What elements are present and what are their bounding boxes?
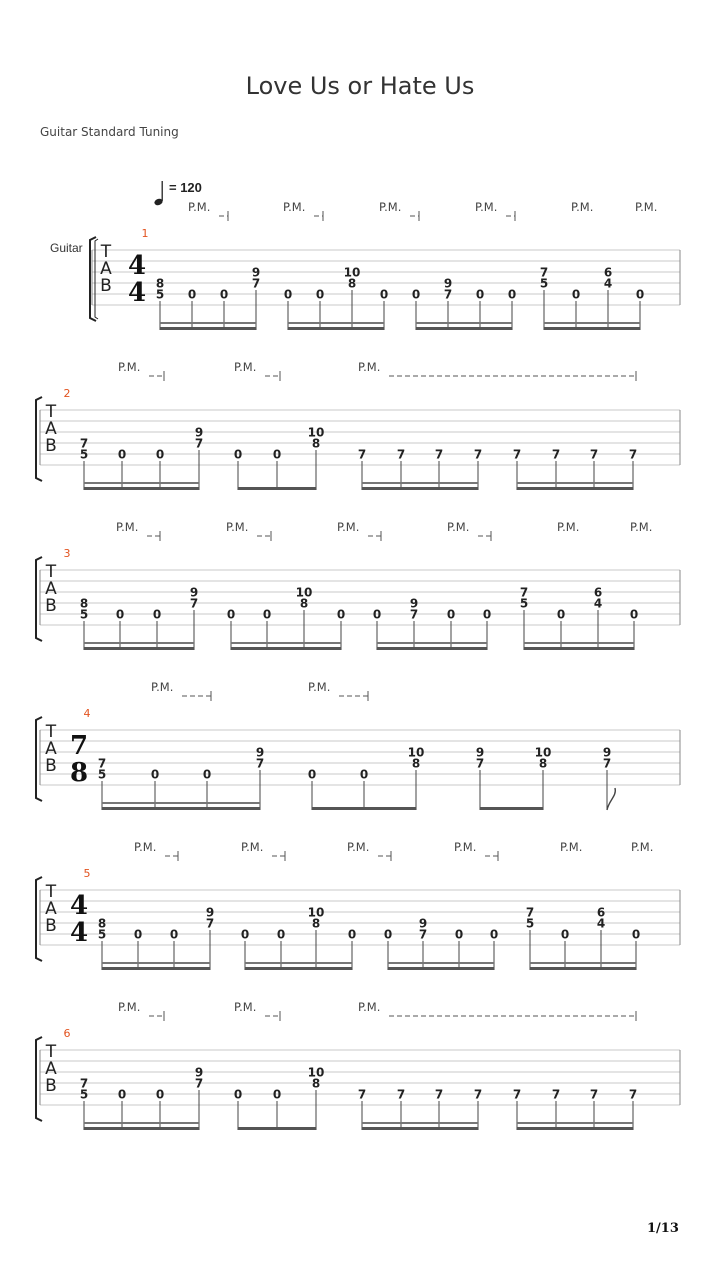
- fret-number: 0: [372, 607, 382, 622]
- fret-number: 10: [307, 905, 325, 920]
- fret-number: 0: [446, 607, 456, 622]
- beam-primary: [84, 1127, 199, 1130]
- beam-primary: [388, 967, 494, 970]
- palm-mute-label: P.M.: [234, 360, 257, 374]
- beam-primary: [544, 327, 640, 330]
- fret-number: 7: [551, 447, 561, 462]
- fret-number: 7: [357, 1087, 367, 1102]
- fret-number: 0: [635, 287, 645, 302]
- system-bracket-inner: [95, 239, 98, 319]
- beam-primary: [416, 327, 512, 330]
- palm-mute-label: P.M.: [283, 200, 306, 214]
- fret-number: 0: [307, 767, 317, 782]
- beam-primary: [524, 647, 634, 650]
- tab-clef-letter: A: [45, 579, 57, 599]
- fret-number: 8: [311, 436, 321, 451]
- beam-secondary: [84, 482, 199, 484]
- beam-secondary: [245, 962, 352, 964]
- fret-number: 7: [539, 265, 549, 280]
- fret-number: 10: [307, 425, 325, 440]
- measure-number: 2: [63, 387, 71, 400]
- beam-secondary: [160, 322, 256, 324]
- fret-number: 0: [150, 767, 160, 782]
- measure-number: 1: [141, 227, 149, 240]
- beam-primary: [480, 807, 543, 810]
- fret-number: 5: [519, 596, 529, 611]
- fret-number: 0: [283, 287, 293, 302]
- beam-primary: [517, 487, 633, 490]
- beam-primary: [84, 647, 194, 650]
- fret-number: 9: [255, 745, 265, 760]
- tempo-label: = 120: [169, 180, 202, 195]
- fret-number: 9: [205, 905, 215, 920]
- fret-number: 9: [189, 585, 199, 600]
- fret-number: 7: [79, 436, 89, 451]
- measure-number: 6: [63, 1027, 71, 1040]
- fret-number: 0: [155, 1087, 165, 1102]
- palm-mute-label: P.M.: [358, 1000, 381, 1014]
- fret-number: 5: [79, 607, 89, 622]
- fret-number: 7: [519, 585, 529, 600]
- fret-number: 0: [276, 927, 286, 942]
- beam-primary: [288, 327, 384, 330]
- beam-primary: [160, 327, 256, 330]
- fret-number: 5: [97, 767, 107, 782]
- fret-number: 8: [411, 756, 421, 771]
- fret-number: 0: [240, 927, 250, 942]
- palm-mute-label: P.M.: [226, 520, 249, 534]
- tab-clef-letter: A: [45, 739, 57, 759]
- fret-number: 0: [219, 287, 229, 302]
- fret-number: 7: [251, 276, 261, 291]
- fret-number: 10: [534, 745, 552, 760]
- fret-number: 8: [311, 916, 321, 931]
- tab-clef-letter: B: [100, 276, 112, 296]
- beam-secondary: [362, 1122, 478, 1124]
- fret-number: 9: [443, 276, 453, 291]
- beam-secondary: [231, 642, 341, 644]
- palm-mute-label: P.M.: [151, 680, 174, 694]
- measure-number: 4: [83, 707, 91, 720]
- fret-number: 7: [628, 1087, 638, 1102]
- palm-mute-label: P.M.: [560, 840, 583, 854]
- tab-clef-letter: B: [45, 436, 57, 456]
- palm-mute-label: P.M.: [557, 520, 580, 534]
- fret-number: 8: [97, 916, 107, 931]
- fret-number: 10: [295, 585, 313, 600]
- fret-number: 8: [311, 1076, 321, 1091]
- palm-mute-label: P.M.: [116, 520, 139, 534]
- palm-mute-label: P.M.: [118, 1000, 141, 1014]
- palm-mute-label: P.M.: [454, 840, 477, 854]
- beam-primary: [362, 1127, 478, 1130]
- palm-mute-label: P.M.: [134, 840, 157, 854]
- fret-number: 7: [189, 596, 199, 611]
- palm-mute-label: P.M.: [571, 200, 594, 214]
- instrument-name: Guitar: [50, 241, 83, 255]
- fret-number: 0: [272, 1087, 282, 1102]
- fret-number: 9: [251, 265, 261, 280]
- fret-number: 6: [603, 265, 613, 280]
- fret-number: 5: [155, 287, 165, 302]
- fret-number: 7: [418, 927, 428, 942]
- fret-number: 6: [593, 585, 603, 600]
- fret-number: 0: [629, 607, 639, 622]
- fret-number: 7: [475, 756, 485, 771]
- fret-number: 0: [482, 607, 492, 622]
- fret-number: 0: [133, 927, 143, 942]
- fret-number: 7: [194, 1076, 204, 1091]
- fret-number: 7: [205, 916, 215, 931]
- fret-number: 0: [187, 287, 197, 302]
- measure-number: 3: [63, 547, 71, 560]
- tab-clef-letter: T: [45, 402, 57, 422]
- beam-secondary: [84, 642, 194, 644]
- beam-secondary: [544, 322, 640, 324]
- tab-clef-letter: T: [45, 722, 57, 742]
- fret-number: 7: [396, 1087, 406, 1102]
- fret-number: 8: [299, 596, 309, 611]
- fret-number: 0: [262, 607, 272, 622]
- fret-number: 8: [155, 276, 165, 291]
- fret-number: 0: [272, 447, 282, 462]
- fret-number: 0: [155, 447, 165, 462]
- tab-clef-letter: A: [45, 419, 57, 439]
- fret-number: 5: [79, 447, 89, 462]
- page-number: 1/13: [647, 1221, 679, 1236]
- fret-number: 0: [233, 1087, 243, 1102]
- fret-number: 0: [117, 447, 127, 462]
- fret-number: 7: [589, 1087, 599, 1102]
- beam-primary: [245, 967, 352, 970]
- fret-number: 5: [79, 1087, 89, 1102]
- palm-mute-label: P.M.: [188, 200, 211, 214]
- tab-clef-letter: T: [45, 882, 57, 902]
- fret-number: 9: [475, 745, 485, 760]
- fret-number: 0: [507, 287, 517, 302]
- fret-number: 0: [556, 607, 566, 622]
- fret-number: 0: [202, 767, 212, 782]
- fret-number: 0: [226, 607, 236, 622]
- beam-primary: [312, 807, 416, 810]
- song-title: Love Us or Hate Us: [245, 72, 475, 100]
- fret-number: 7: [396, 447, 406, 462]
- fret-number: 7: [357, 447, 367, 462]
- time-signature-top: 4: [69, 891, 89, 921]
- palm-mute-label: P.M.: [630, 520, 653, 534]
- fret-number: 10: [343, 265, 361, 280]
- fret-number: 7: [443, 287, 453, 302]
- fret-number: 10: [307, 1065, 325, 1080]
- fret-number: 0: [475, 287, 485, 302]
- fret-number: 5: [525, 916, 535, 931]
- fret-number: 9: [194, 1065, 204, 1080]
- beam-primary: [517, 1127, 633, 1130]
- palm-mute-label: P.M.: [234, 1000, 257, 1014]
- fret-number: 0: [117, 1087, 127, 1102]
- fret-number: 7: [97, 756, 107, 771]
- beam-primary: [102, 807, 260, 810]
- fret-number: 7: [255, 756, 265, 771]
- palm-mute-label: P.M.: [337, 520, 360, 534]
- beam-primary: [377, 647, 487, 650]
- beam-secondary: [530, 962, 636, 964]
- fret-number: 0: [571, 287, 581, 302]
- fret-number: 0: [359, 767, 369, 782]
- fret-number: 4: [603, 276, 613, 291]
- beam-primary: [238, 487, 316, 490]
- fret-number: 8: [79, 596, 89, 611]
- tab-clef-letter: B: [45, 596, 57, 616]
- fret-number: 0: [383, 927, 393, 942]
- fret-number: 7: [628, 447, 638, 462]
- beam-secondary: [84, 1122, 199, 1124]
- tab-clef-letter: T: [45, 562, 57, 582]
- fret-number: 7: [512, 1087, 522, 1102]
- fret-number: 7: [409, 607, 419, 622]
- fret-number: 8: [538, 756, 548, 771]
- fret-number: 0: [411, 287, 421, 302]
- fret-number: 7: [79, 1076, 89, 1091]
- fret-number: 6: [596, 905, 606, 920]
- palm-mute-label: P.M.: [475, 200, 498, 214]
- fret-number: 9: [194, 425, 204, 440]
- fret-number: 0: [336, 607, 346, 622]
- fret-number: 7: [434, 1087, 444, 1102]
- fret-number: 9: [409, 596, 419, 611]
- fret-number: 7: [434, 447, 444, 462]
- palm-mute-label: P.M.: [358, 360, 381, 374]
- beam-primary: [84, 487, 199, 490]
- tab-clef-letter: B: [45, 916, 57, 936]
- tab-clef-letter: B: [45, 1076, 57, 1096]
- tab-clef-letter: B: [45, 756, 57, 776]
- fret-number: 7: [512, 447, 522, 462]
- fret-number: 7: [194, 436, 204, 451]
- beam-secondary: [362, 482, 478, 484]
- fret-number: 5: [97, 927, 107, 942]
- beam-secondary: [524, 642, 634, 644]
- fret-number: 7: [602, 756, 612, 771]
- palm-mute-label: P.M.: [347, 840, 370, 854]
- beam-primary: [530, 967, 636, 970]
- fret-number: 0: [454, 927, 464, 942]
- time-signature-top: 4: [127, 251, 147, 281]
- fret-number: 0: [115, 607, 125, 622]
- beam-secondary: [517, 1122, 633, 1124]
- fret-number: 7: [551, 1087, 561, 1102]
- palm-mute-label: P.M.: [241, 840, 264, 854]
- tab-clef-letter: T: [45, 1042, 57, 1062]
- fret-number: 0: [233, 447, 243, 462]
- fret-number: 7: [525, 905, 535, 920]
- measure-number: 5: [83, 867, 91, 880]
- beam-secondary: [388, 962, 494, 964]
- beam-secondary: [377, 642, 487, 644]
- time-signature-bottom: 4: [69, 918, 89, 948]
- fret-number: 9: [418, 916, 428, 931]
- tab-clef-letter: T: [100, 242, 112, 262]
- fret-number: 0: [631, 927, 641, 942]
- beam-secondary: [416, 322, 512, 324]
- tuning-label: Guitar Standard Tuning: [40, 125, 179, 139]
- beam-primary: [231, 647, 341, 650]
- tab-clef-letter: A: [45, 899, 57, 919]
- fret-number: 7: [589, 447, 599, 462]
- palm-mute-label: P.M.: [635, 200, 658, 214]
- fret-number: 0: [169, 927, 179, 942]
- fret-number: 9: [602, 745, 612, 760]
- beam-secondary: [517, 482, 633, 484]
- beam-primary: [362, 487, 478, 490]
- time-signature-bottom: 8: [69, 758, 89, 788]
- tab-clef-letter: A: [100, 259, 112, 279]
- fret-number: 7: [473, 1087, 483, 1102]
- palm-mute-label: P.M.: [308, 680, 331, 694]
- fret-number: 0: [347, 927, 357, 942]
- tab-clef-letter: A: [45, 1059, 57, 1079]
- fret-number: 8: [347, 276, 357, 291]
- fret-number: 4: [596, 916, 606, 931]
- beam-primary: [102, 967, 210, 970]
- time-signature-bottom: 4: [127, 278, 147, 308]
- fret-number: 0: [560, 927, 570, 942]
- fret-number: 5: [539, 276, 549, 291]
- fret-number: 0: [152, 607, 162, 622]
- fret-number: 4: [593, 596, 603, 611]
- fret-number: 0: [315, 287, 325, 302]
- fret-number: 0: [489, 927, 499, 942]
- beam-primary: [238, 1127, 316, 1130]
- palm-mute-label: P.M.: [631, 840, 654, 854]
- beam-secondary: [288, 322, 384, 324]
- fret-number: 7: [473, 447, 483, 462]
- palm-mute-label: P.M.: [379, 200, 402, 214]
- beam-secondary: [102, 802, 260, 804]
- beam-secondary: [102, 962, 210, 964]
- fret-number: 10: [407, 745, 425, 760]
- time-signature-top: 7: [69, 731, 89, 761]
- palm-mute-label: P.M.: [447, 520, 470, 534]
- note-flag: [607, 788, 615, 810]
- fret-number: 0: [379, 287, 389, 302]
- palm-mute-label: P.M.: [118, 360, 141, 374]
